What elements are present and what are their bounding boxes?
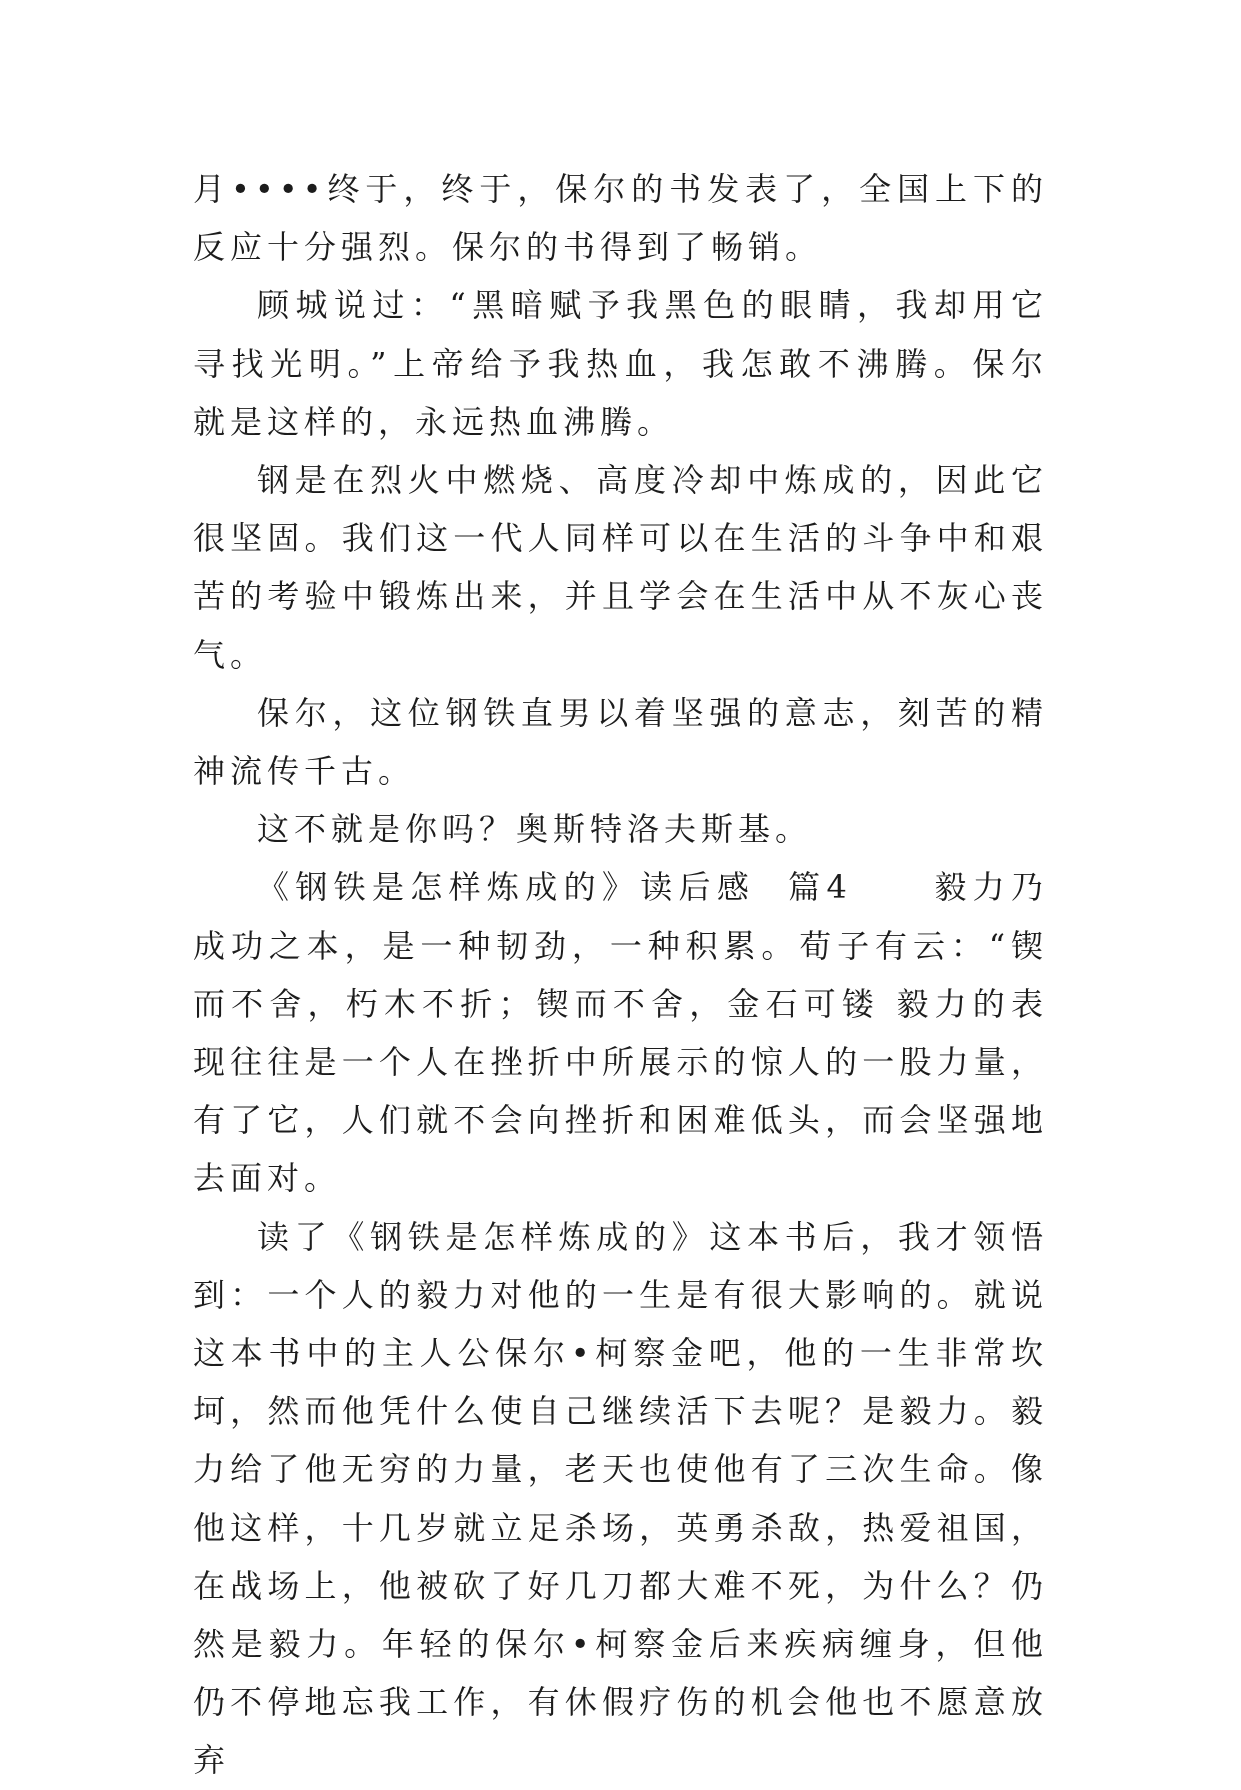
paragraph-continuation: 月••••终于，终于，保尔的书发表了，全国上下的反应十分强烈。保尔的书得到了畅销。 xyxy=(193,170,1048,267)
paragraph-perseverance: 读了《钢铁是怎样炼成的》这本书后，我才领悟到：一个人的毅力对他的一生是有很大影响的。就说这本书中的主人公保尔•柯察金吧，他的一生非常坎坷，然而他凭什么使自己继续活下去呢？是毅力。毅力给了他无穷的力量，老天也使他有了三次生命。像他这样，十几岁就立足杀场，英勇杀敌，热爱祖国，在战场上，他被砍了好几刀都大难不死，为什么？仍然是毅力。年轻的保尔•柯察金后来疾病缠身，但他仍不停地忘我工作，有休假疗伤的机会他也不愿意放弃 xyxy=(193,1217,1048,1780)
paragraph-steel-forging: 钢是在烈火中燃烧、高度冷却中炼成的，因此它很坚固。我们这一代人同样可以在生活的斗争中和艰苦的考验中锻炼出来，并且学会在生活中从不灰心丧气。 xyxy=(193,461,1048,674)
document-body xyxy=(193,160,1048,1790)
paragraph-essay-4-intro: 《钢铁是怎样炼成的》读后感 篇4 毅力乃成功之本，是一种韧劲，一种积累。荀子有云：“锲而不舍，朽木不折；锲而不舍，金石可镂 毅力的表现往往是一个人在挫折中所展示的惊人的一股力量，有了它，人们就不会向挫折和困难低头，而会坚强地去面对。 xyxy=(193,868,1048,1198)
paragraph-paul-will: 保尔，这位钢铁直男以着坚强的意志，刻苦的精神流传千古。 xyxy=(193,693,1048,791)
paragraph-ostrovsky: 这不就是你吗？奥斯特洛夫斯基。 xyxy=(257,810,813,849)
paragraph-gu-cheng-quote: 顾城说过：“黑暗赋予我黑色的眼睛，我却用它寻找光明。”上帝给予我热血，我怎敢不沸腾。保尔就是这样的，永远热血沸腾。 xyxy=(193,286,1048,441)
